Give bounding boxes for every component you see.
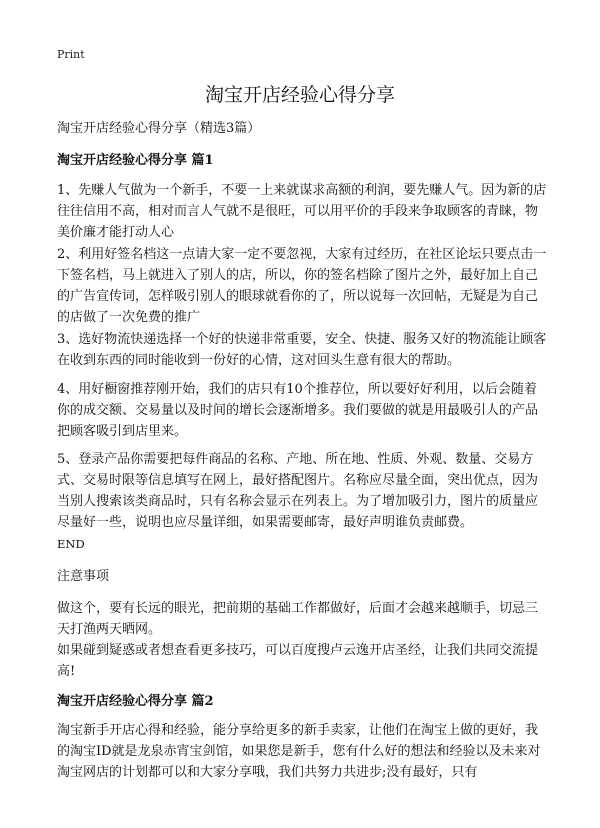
- s1-paragraph-4: 4、用好橱窗推荐刚开始，我们的店只有10个推荐位，所以要好好利用，以后会随着你的成交额、交易量以及时间的增长会逐渐增多。我们要做的就是用最吸引人的产品把顾客吸引到店里来。: [57, 382, 539, 439]
- end-label: END: [57, 537, 85, 551]
- s1-paragraph-3: 3、选好物流快递选择一个好的快递非常重要，安全、快捷、服务又好的物流能让顾客在收到东西的同时能收到一份好的心情，这对回头生意有很大的帮助。: [57, 332, 547, 368]
- s1-paragraph-5: 5、登录产品你需要把每件商品的名称、产地、所在地、性质、外观、数量、交易方式、交易时限等信息填写在网上，最好搭配图片。名称应尽量全面，突出优点，因为当别人搜索该类商品时，只有名称会显示在列表上。为了增加吸引力，图片的质量应尽量好一些，说明也应尽量详细，如果需要邮寄，最好声明谁负责邮费。: [57, 452, 539, 530]
- s1-paragraph-2: 2、利用好签名档这一点请大家一定不要忽视，大家有过经历，在社区论坛只要点击一下签名档，马上就进入了别人的店，所以，你的签名档除了图片之外，最好加上自己的广告宣传词，怎样吸引别人的眼球就看你的了，所以说每一次回帖，无疑是为自己的店做了一次免费的推广: [57, 247, 547, 325]
- page-title: 淘宝开店经验心得分享: [204, 84, 395, 106]
- section1-heading: 淘宝开店经验心得分享 篇1: [57, 153, 214, 168]
- s2-paragraph-1: 淘宝新手开店心得和经验，能分享给更多的新手卖家，让他们在淘宝上做的更好，我的淘宝ID就是龙泉赤宵宝剑馆，如果您是新手，您有什么好的想法和经验以及未来对淘宝网店的计划都可以和大家分享哦，我们共努力共进步;没有最好，只有: [57, 723, 541, 780]
- print-link[interactable]: Print: [57, 48, 85, 61]
- notice-heading: 注意事项: [57, 569, 110, 584]
- s1-paragraph-1: 1、先赚人气做为一个新手，不要一上来就谋求高额的利润，要先赚人气。因为新的店往往信用不高，相对而言人气就不是很旺，可以用平价的手段来争取顾客的青睐，物美价廉才能打动人心: [57, 183, 547, 240]
- notice-paragraph-2: 如果碰到疑惑或者想查看更多技巧，可以百度搜卢云逸开店圣经，让我们共同交流提高!: [57, 643, 539, 679]
- notice-paragraph-1: 做这个，要有长远的眼光，把前期的基础工作都做好，后面才会越来越顺手，切忌三天打渔两天晒网。: [57, 601, 539, 637]
- subtitle: 淘宝开店经验心得分享（精选3篇）: [57, 121, 261, 136]
- section2-heading: 淘宝开店经验心得分享 篇2: [57, 694, 214, 709]
